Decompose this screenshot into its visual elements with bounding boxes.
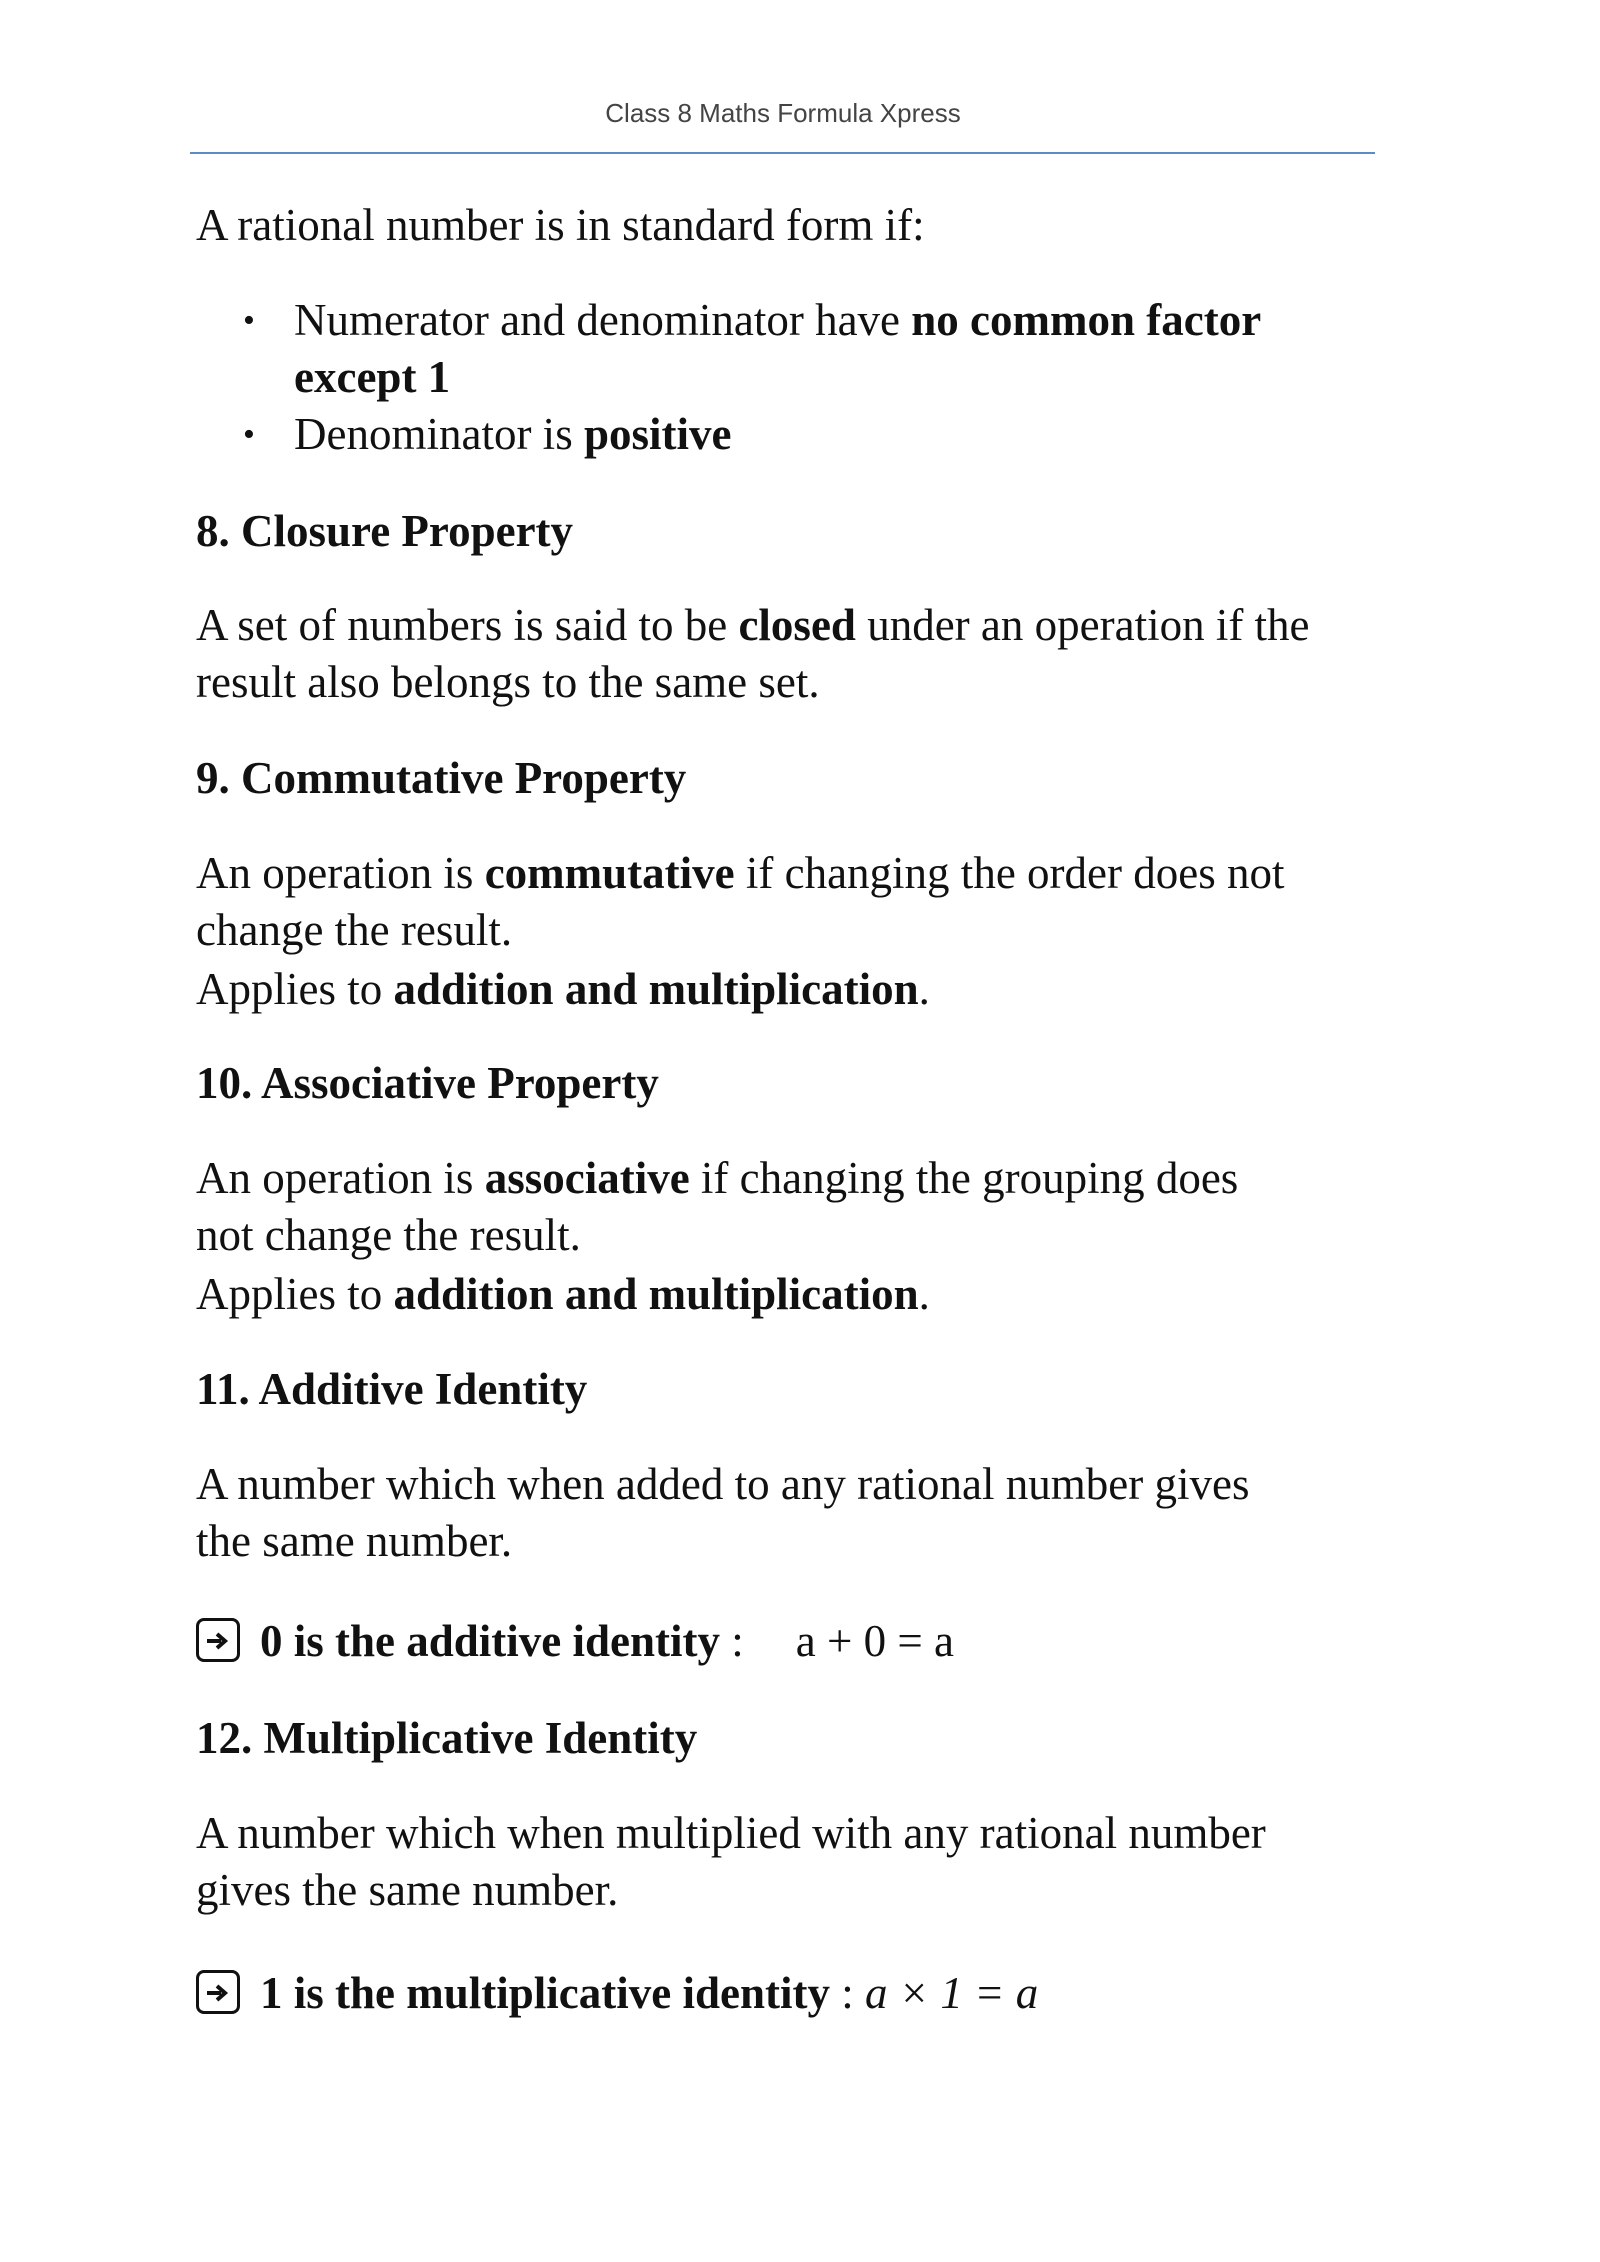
page-header: Class 8 Maths Formula Xpress	[605, 98, 961, 128]
section-heading: 9. Commutative Property	[196, 753, 687, 803]
section-text: A set of numbers is said to be closed under an operation if the result also belongs to the same set.	[196, 600, 1310, 707]
standard-form-intro: A rational number is in standard form if:	[196, 200, 925, 250]
identity-note: 0 is the additive identity : a + 0 = a	[196, 1613, 1396, 1670]
formula: a × 1 = a	[865, 1968, 1039, 2018]
section-applies: Applies to addition and multiplication.	[196, 964, 930, 1014]
bullet-icon: •	[243, 302, 255, 339]
section-text: A number which when multiplied with any rational number gives the same number.	[196, 1808, 1266, 1915]
formula: a + 0 = a	[795, 1616, 954, 1666]
arrow-box-icon	[196, 1970, 240, 2014]
identity-note: 1 is the multiplicative identity : a × 1 = a	[196, 1965, 1396, 2022]
section-text: An operation is commutative if changing the order does not change the result.	[196, 848, 1285, 955]
section-text: An operation is associative if changing the grouping does not change the result.	[196, 1153, 1239, 1260]
list-item: • Denominator is positive	[196, 406, 1294, 463]
standard-form-list	[196, 292, 1396, 463]
arrow-box-icon	[196, 1618, 240, 1662]
section-heading: 10. Associative Property	[196, 1058, 659, 1108]
header-divider	[190, 152, 1375, 154]
section-heading: 12. Multiplicative Identity	[196, 1713, 698, 1763]
list-item: • Numerator and denominator have no common factor except 1	[196, 292, 1294, 406]
section-text: A number which when added to any rational number gives the same number.	[196, 1459, 1250, 1566]
section-heading: 8. Closure Property	[196, 506, 574, 556]
section-applies: Applies to addition and multiplication.	[196, 1269, 930, 1319]
bullet-icon: •	[243, 416, 255, 453]
section-heading: 11. Additive Identity	[196, 1364, 588, 1414]
